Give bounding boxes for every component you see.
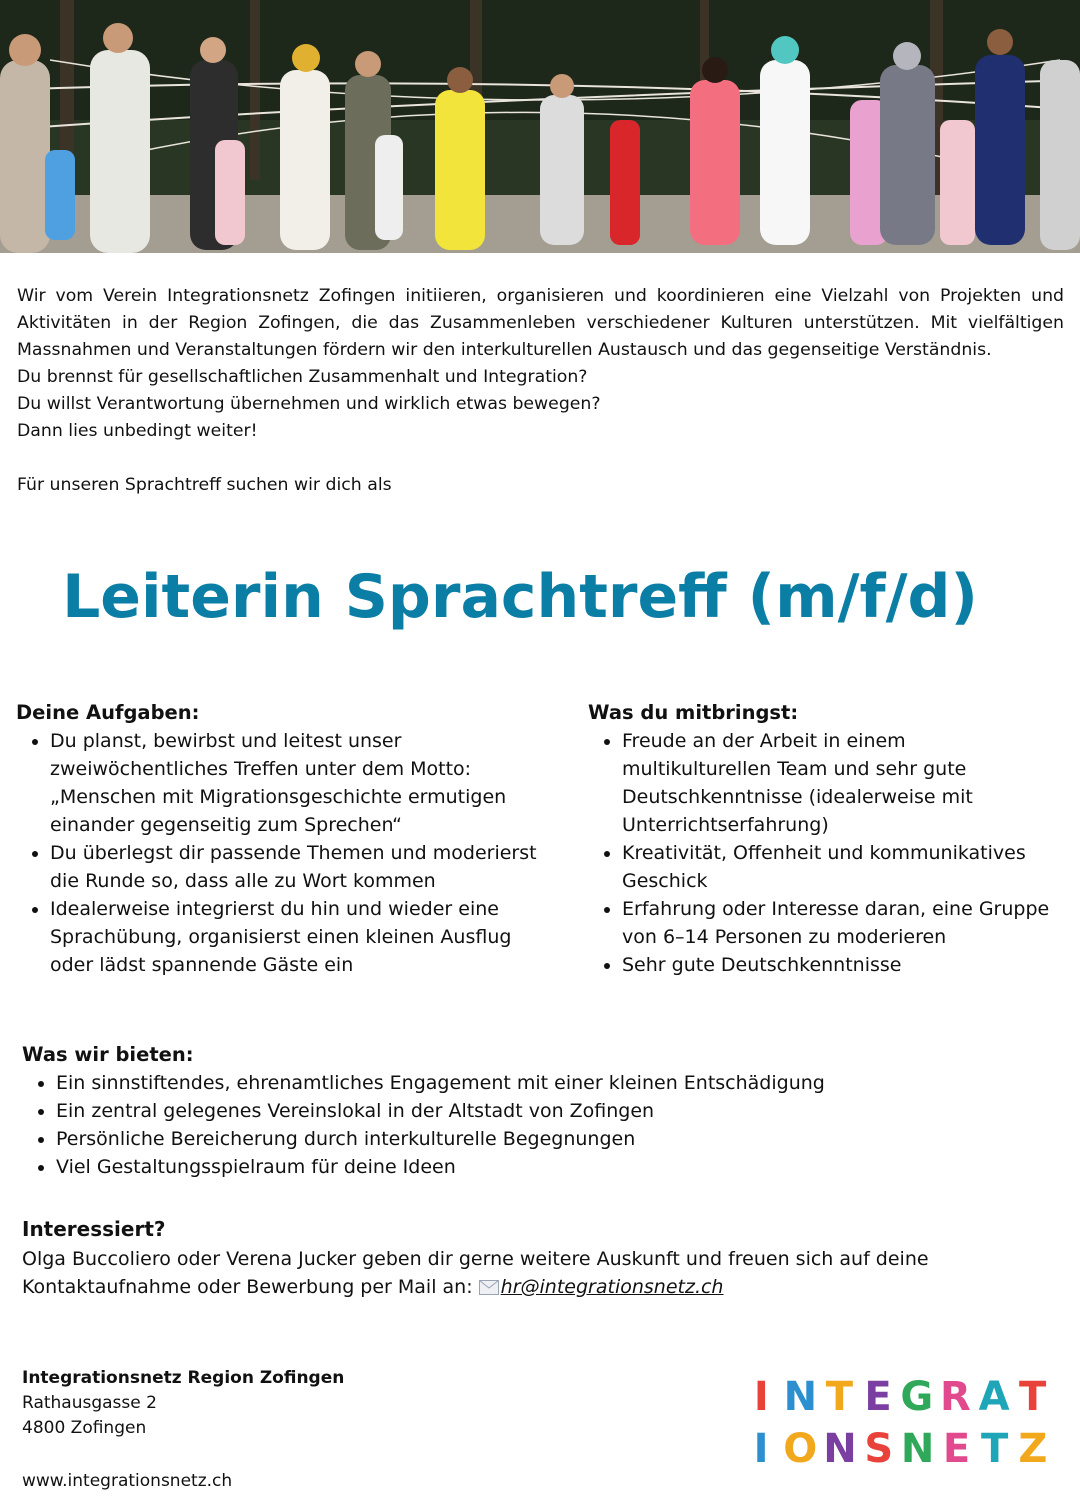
logo-letter: E	[942, 1426, 971, 1472]
logo-letter: T	[825, 1374, 854, 1420]
intro-line-3: Dann lies unbedingt weiter!	[17, 421, 258, 441]
requirements-heading: Was du mitbringst:	[588, 701, 799, 724]
list-item: • Du planst, bewirbst und leitest unser zweiwöchentliches Treffen unter dem Motto: „Menschen mit Migrationsgeschichte ermutigen einander gegenseitig zum Sprechen“	[50, 727, 546, 839]
list-item: • Du überlegst dir passende Themen und moderierst die Runde so, dass alle zu Wort kommen	[50, 839, 546, 895]
tasks-section	[16, 699, 546, 979]
intro-search: Für unseren Sprachtreff suchen wir dich als	[17, 475, 392, 495]
hero-photo	[0, 0, 1080, 253]
contact-body: Olga Buccoliero oder Verena Jucker geben dir gerne weitere Auskunft und freuen sich auf deine Kontaktaufnahme oder Bewerbung per Mail an:	[22, 1248, 929, 1298]
tasks-heading: Deine Aufgaben:	[16, 701, 200, 724]
list-item: • Ein zentral gelegenes Vereinslokal in der Altstadt von Zofingen	[56, 1097, 1022, 1125]
email-link[interactable]: hr@integrationsnetz.ch	[500, 1276, 724, 1298]
logo-letter: I	[753, 1374, 769, 1420]
intro-paragraph: Wir vom Verein Integrationsnetz Zofingen initiieren, organisieren und koordinieren eine Vielzahl von Projekten und Aktivitäten in der Region Zofingen, die das Zusammenleben verschiedener Kulturen unterstützen. Mit vielfältigen Massnahmen und Veranstaltungen fördern wir den interkulturellen Austausch und das gegenseitige Verständnis.	[17, 286, 1064, 360]
list-item: • Erfahrung oder Interesse daran, eine Gruppe von 6–14 Personen zu moderieren	[622, 895, 1058, 951]
street: Rathausgasse 2	[22, 1393, 157, 1413]
list-item: • Persönliche Bereicherung durch interkulturelle Begegnungen	[56, 1125, 1022, 1153]
contact-section	[22, 1214, 1022, 1303]
offer-list	[22, 1069, 1022, 1181]
city: 4800 Zofingen	[22, 1418, 147, 1438]
tasks-list	[16, 727, 546, 979]
logo-letter: R	[940, 1374, 971, 1420]
logo-letter: Z	[1018, 1426, 1048, 1472]
intro-line-1: Du brennst für gesellschaftlichen Zusammenhalt und Integration?	[17, 367, 588, 387]
website-link[interactable]: www.integrationsnetz.ch	[22, 1471, 233, 1491]
list-item: • Sehr gute Deutschkenntnisse	[622, 951, 1058, 979]
requirements-section	[588, 699, 1058, 979]
list-item: • Freude an der Arbeit in einem multikulturellen Team und sehr gute Deutschkenntnisse (idealerweise mit Unterrichtserfahrung)	[622, 727, 1058, 839]
logo-row-2	[745, 1426, 1055, 1472]
logo-letter: N	[783, 1374, 818, 1420]
org-name: Integrationsnetz Region Zofingen	[22, 1368, 345, 1388]
footer-address	[22, 1366, 442, 1494]
logo-letter: N	[900, 1426, 935, 1472]
offer-heading: Was wir bieten:	[22, 1043, 194, 1066]
list-item: • Ein sinnstiftendes, ehrenamtliches Engagement mit einer kleinen Entschädigung	[56, 1069, 1022, 1097]
logo-letter: A	[978, 1374, 1010, 1420]
contact-text	[22, 1245, 1022, 1303]
logo-letter: I	[753, 1426, 769, 1472]
list-item: • Kreativität, Offenheit und kommunikatives Geschick	[622, 839, 1058, 895]
forest-background	[0, 0, 1080, 253]
logo-letter: N	[823, 1426, 857, 1472]
envelope-icon	[479, 1275, 499, 1303]
logo-row-1	[745, 1374, 1055, 1420]
integrationsnetz-logo	[745, 1374, 1055, 1472]
logo-letter: T	[981, 1426, 1009, 1472]
list-item: • Idealerweise integrierst du hin und wieder eine Sprachübung, organisierst einen kleinen Ausflug oder lädst spannende Gäste ein	[50, 895, 546, 979]
list-item: • Viel Gestaltungsspielraum für deine Ideen	[56, 1153, 1022, 1181]
logo-letter: S	[864, 1426, 894, 1472]
offer-section	[22, 1041, 1022, 1181]
logo-letter: T	[1019, 1374, 1047, 1420]
logo-letter: O	[783, 1426, 818, 1472]
requirements-list	[588, 727, 1058, 979]
contact-heading: Interessiert?	[22, 1217, 166, 1241]
intro-text	[17, 283, 1064, 499]
logo-letter: G	[900, 1374, 934, 1420]
job-title: Leiterin Sprachtreff (m/f/d)	[62, 562, 978, 632]
intro-line-2: Du willst Verantwortung übernehmen und wirklich etwas bewegen?	[17, 394, 601, 414]
logo-letter: E	[864, 1374, 892, 1420]
